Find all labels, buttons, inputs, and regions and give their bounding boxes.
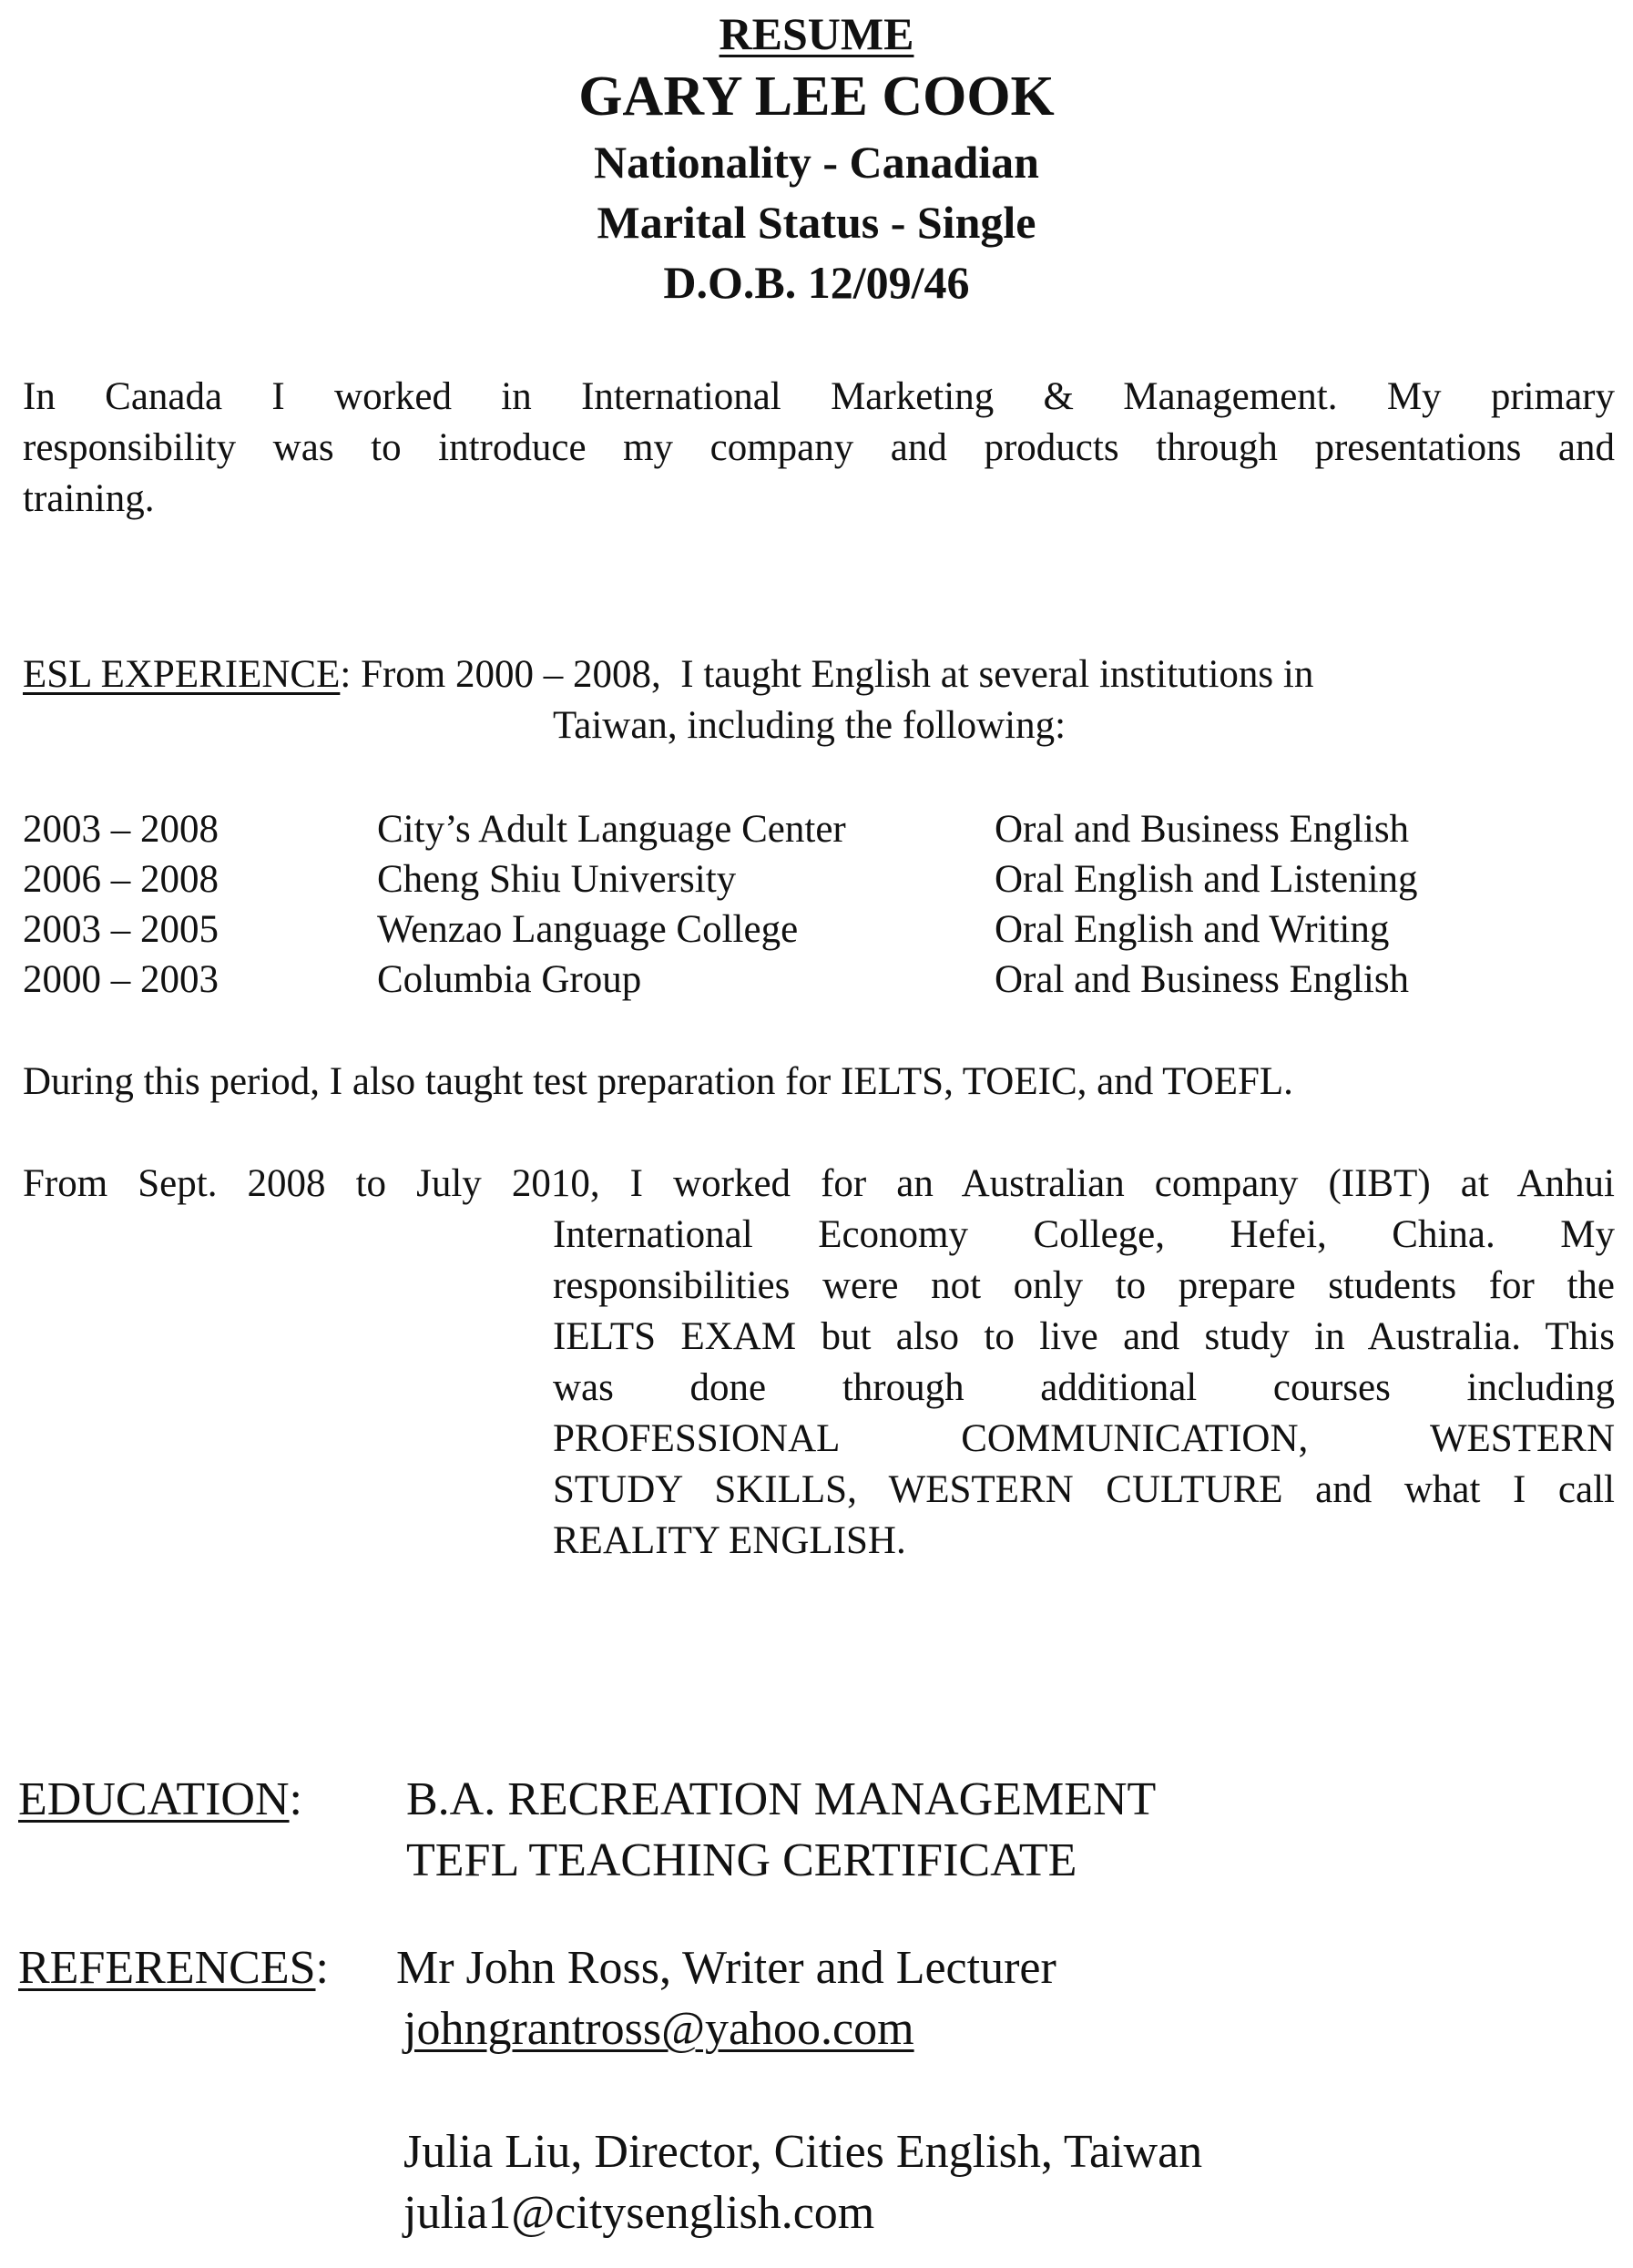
china-line: STUDY SKILLS, WESTERN CULTURE and what I call <box>553 1468 1615 1511</box>
references-label: REFERENCES <box>18 1942 316 1994</box>
esl-row-years: 2003 – 2005 <box>23 908 219 951</box>
china-line: International Economy College, Hefei, China. My <box>553 1213 1615 1256</box>
education-heading <box>18 1770 302 1830</box>
education-colon: : <box>289 1773 302 1825</box>
esl-experience-intro: From 2000 – 2008, I taught English at several institutions in <box>351 653 1314 696</box>
reference-1-email-link[interactable]: johngrantross@yahoo.com <box>403 2003 914 2055</box>
esl-experience-line <box>23 649 1313 700</box>
china-first-line <box>23 1159 1615 1210</box>
education-item: TEFL TEACHING CERTIFICATE <box>406 1834 1077 1886</box>
reference-2-email: julia1@citysenglish.com <box>403 2187 875 2239</box>
esl-experience-label: ESL EXPERIENCE <box>23 653 341 696</box>
china-line: was done through additional courses including <box>553 1366 1615 1409</box>
esl-row-subject: Oral English and Listening <box>995 858 1418 901</box>
esl-experience-colon: : <box>340 653 352 696</box>
esl-row-institution: City’s Adult Language Center <box>377 808 846 851</box>
china-line: IELTS EXAM but also to live and study in Australia. This <box>553 1315 1615 1358</box>
marital-status: Marital Status - Single <box>597 197 1036 248</box>
intro-line: training. <box>23 477 155 520</box>
esl-row-institution: Columbia Group <box>377 958 642 1001</box>
esl-experience-intro-cont: Taiwan, including the following: <box>553 704 1067 747</box>
candidate-name: GARY LEE COOK <box>578 66 1055 128</box>
esl-row-subject: Oral English and Writing <box>995 908 1390 951</box>
intro-line: responsibility was to introduce my company and products through presentations and <box>23 426 1615 469</box>
esl-row-subject: Oral and Business English <box>995 808 1410 851</box>
china-line: From Sept. 2008 to July 2010, I worked for an Australian company (IIBT) at Anhui <box>23 1162 1615 1205</box>
reference-1-name: Mr John Ross, Writer and Lecturer <box>396 1942 1056 1994</box>
esl-row-subject: Oral and Business English <box>995 958 1410 1001</box>
education-label: EDUCATION <box>18 1773 290 1825</box>
resume-title: RESUME <box>719 8 914 59</box>
reference-2-name: Julia Liu, Director, Cities English, Taiwan <box>403 2126 1203 2178</box>
date-of-birth: D.O.B. 12/09/46 <box>663 257 970 308</box>
references-colon: : <box>315 1942 329 1994</box>
esl-row-years: 2000 – 2003 <box>23 958 219 1001</box>
nationality: Nationality - Canadian <box>594 137 1039 188</box>
china-line: responsibilities were not only to prepare students for the <box>553 1264 1615 1307</box>
intro-line: In Canada I worked in International Marketing & Management. My primary <box>23 375 1615 418</box>
test-prep-line: During this period, I also taught test preparation for IELTS, TOEIC, and TOEFL. <box>23 1060 1293 1103</box>
esl-row-institution: Wenzao Language College <box>377 908 799 951</box>
china-paragraph <box>553 1210 1615 1567</box>
esl-row-years: 2006 – 2008 <box>23 858 219 901</box>
china-line: PROFESSIONAL COMMUNICATION, WESTERN <box>553 1417 1615 1460</box>
education-item: B.A. RECREATION MANAGEMENT <box>406 1773 1157 1825</box>
references-heading <box>18 1938 329 1998</box>
intro-paragraph <box>23 372 1615 525</box>
esl-row-years: 2003 – 2008 <box>23 808 219 851</box>
esl-row-institution: Cheng Shiu University <box>377 858 737 901</box>
china-line: REALITY ENGLISH. <box>553 1519 906 1562</box>
